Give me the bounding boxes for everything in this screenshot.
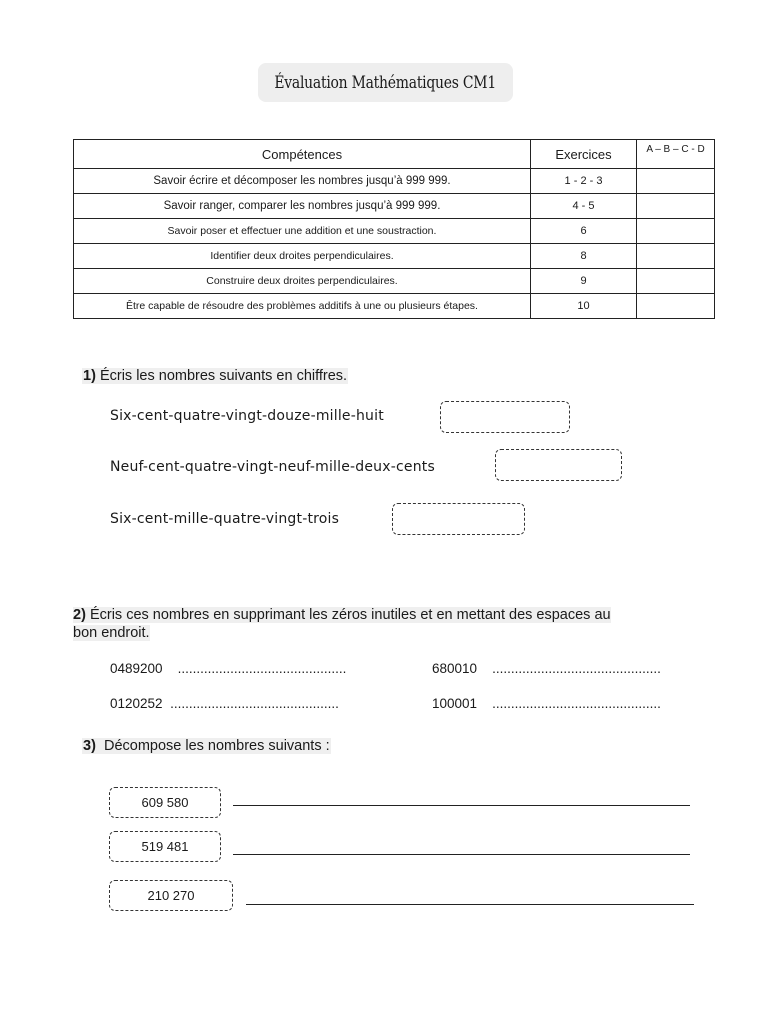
header-exercices: Exercices — [531, 140, 637, 169]
q2-item-2 — [432, 661, 661, 676]
q2-item-3 — [110, 696, 339, 711]
q2-answer-dots[interactable]: ............................................. — [177, 661, 347, 676]
table-header-row — [74, 140, 715, 169]
q3-answer-line-3[interactable] — [246, 904, 694, 905]
table-row — [74, 269, 715, 294]
grade-cell[interactable] — [637, 169, 715, 194]
q1-item-2: Neuf-cent-quatre-vingt-neuf-mille-deux-cents — [110, 459, 435, 475]
exercices-cell: 4 - 5 — [531, 194, 637, 219]
q2-item-4 — [432, 696, 661, 711]
q2-answer-dots[interactable]: ............................................. — [492, 661, 661, 676]
table-row — [74, 244, 715, 269]
q1-number: 1) — [83, 368, 96, 384]
q2-answer-dots[interactable]: ............................................. — [492, 696, 661, 711]
q1-instruction: Écris les nombres suivants en chiffres. — [99, 368, 348, 384]
q3-number-box-2 — [109, 831, 221, 862]
q3-value: 210 270 — [147, 888, 195, 903]
title-box — [258, 63, 513, 102]
page-title: Évaluation Mathématiques CM1 — [274, 72, 497, 93]
exercices-cell: 8 — [531, 244, 637, 269]
exercices-cell: 6 — [531, 219, 637, 244]
table-row — [74, 294, 715, 319]
q2-instruction-line2: bon endroit. — [73, 625, 150, 641]
header-grades: A – B – C - D — [637, 140, 715, 169]
q3-value: 609 580 — [141, 795, 189, 810]
q2-value: 0489200 — [110, 661, 163, 676]
q1-item-1: Six-cent-quatre-vingt-douze-mille-huit — [110, 408, 384, 424]
q2-item-1 — [110, 661, 346, 676]
competence-cell: Identifier deux droites perpendiculaires. — [74, 244, 531, 269]
q2-instruction-line1: Écris ces nombres en supprimant les zéros inutiles et en mettant des espaces au — [89, 607, 611, 623]
q2-value: 680010 — [432, 661, 478, 676]
q1-answer-box-2[interactable] — [495, 449, 622, 481]
grade-cell[interactable] — [637, 294, 715, 319]
q2-value: 0120252 — [110, 696, 163, 711]
competence-cell: Être capable de résoudre des problèmes additifs à une ou plusieurs étapes. — [74, 294, 531, 319]
competences-table — [73, 139, 715, 319]
q2-answer-dots[interactable]: ............................................. — [170, 696, 339, 711]
q3-number: 3) — [83, 738, 96, 754]
grade-cell[interactable] — [637, 219, 715, 244]
q3-answer-line-1[interactable] — [233, 805, 690, 806]
q1-answer-box-1[interactable] — [440, 401, 570, 433]
grade-cell[interactable] — [637, 244, 715, 269]
q3-value: 519 481 — [141, 839, 189, 854]
grade-cell[interactable] — [637, 269, 715, 294]
q1-heading — [82, 368, 348, 384]
competence-cell: Savoir écrire et décomposer les nombres jusqu’à 999 999. — [74, 169, 531, 194]
header-competences: Compétences — [74, 140, 531, 169]
q3-number-box-3 — [109, 880, 233, 911]
grade-cell[interactable] — [637, 194, 715, 219]
q1-answer-box-3[interactable] — [392, 503, 525, 535]
q2-number: 2) — [73, 607, 86, 623]
competence-cell: Savoir ranger, comparer les nombres jusqu’à 999 999. — [74, 194, 531, 219]
table-row — [74, 219, 715, 244]
q3-heading — [82, 738, 331, 754]
exercices-cell: 9 — [531, 269, 637, 294]
q2-heading — [73, 606, 611, 642]
table-row — [74, 169, 715, 194]
exercices-cell: 10 — [531, 294, 637, 319]
table-row — [74, 194, 715, 219]
competence-cell: Construire deux droites perpendiculaires. — [74, 269, 531, 294]
q3-number-box-1 — [109, 787, 221, 818]
q3-instruction: Décompose les nombres suivants : — [103, 738, 330, 754]
q1-item-3: Six-cent-mille-quatre-vingt-trois — [110, 511, 340, 527]
exercices-cell: 1 - 2 - 3 — [531, 169, 637, 194]
q3-answer-line-2[interactable] — [233, 854, 690, 855]
q2-value: 100001 — [432, 696, 478, 711]
competence-cell: Savoir poser et effectuer une addition et une soustraction. — [74, 219, 531, 244]
